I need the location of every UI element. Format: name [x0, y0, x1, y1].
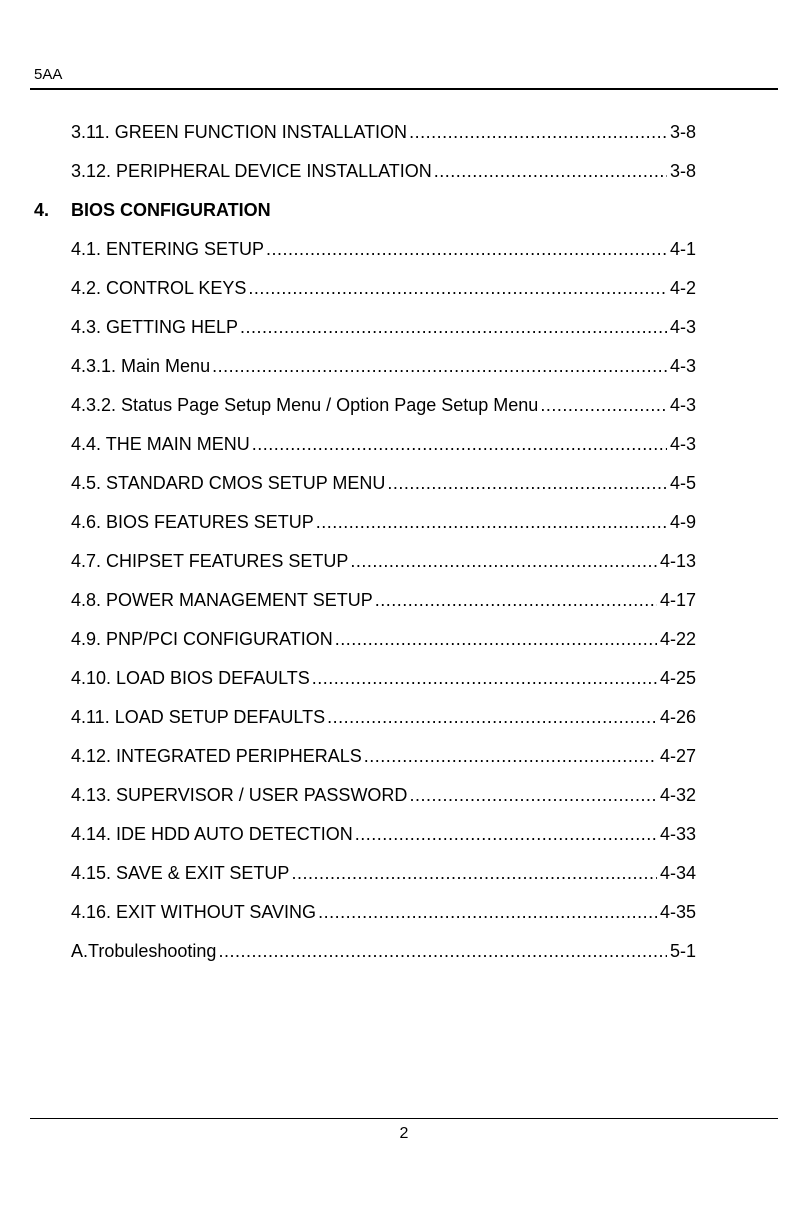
toc-entry-page: 4-32	[659, 785, 696, 805]
dot-leader	[316, 509, 667, 535]
toc-entry-title: 4.11. LOAD SETUP DEFAULTS	[71, 707, 326, 727]
dot-leader	[364, 743, 657, 769]
toc-entry-title: 3.12. PERIPHERAL DEVICE INSTALLATION	[71, 161, 432, 181]
toc-entry-page: 4-26	[659, 707, 696, 727]
toc-entry-title: 4.2. CONTROL KEYS	[71, 278, 247, 298]
toc-entry-page: 4-3	[669, 317, 696, 337]
toc-entry[interactable]	[71, 158, 696, 184]
toc-entry-page: 4-5	[669, 473, 696, 493]
toc-entry-page: 5-1	[669, 941, 696, 961]
toc-entry-title: 3.11. GREEN FUNCTION INSTALLATION	[71, 122, 408, 142]
toc-entry-page: 4-13	[659, 551, 696, 571]
dot-leader	[252, 431, 667, 457]
toc-entry-page: 4-2	[669, 278, 696, 298]
toc-entry[interactable]	[71, 548, 696, 574]
toc-entry-page: 4-9	[669, 512, 696, 532]
toc-entry[interactable]	[71, 782, 696, 808]
toc-entry[interactable]	[71, 392, 696, 418]
chapter-number: 4.	[34, 200, 50, 220]
toc-entry[interactable]	[71, 431, 696, 457]
dot-leader	[327, 704, 657, 730]
toc-entry-title: 4.6. BIOS FEATURES SETUP	[71, 512, 314, 532]
toc-entry-title: 4.5. STANDARD CMOS SETUP MENU	[71, 473, 386, 493]
toc-entry[interactable]	[71, 119, 696, 145]
toc-entry-page: 4-3	[669, 395, 696, 415]
toc-entry[interactable]	[71, 314, 696, 340]
dot-leader	[266, 236, 667, 262]
dot-leader	[434, 158, 667, 184]
dot-leader	[291, 860, 657, 886]
dot-leader	[212, 353, 667, 379]
toc-entry[interactable]	[71, 704, 696, 730]
toc-entry-title: 4.7. CHIPSET FEATURES SETUP	[71, 551, 349, 571]
toc-entry-title: 4.1. ENTERING SETUP	[71, 239, 265, 259]
toc-entry-title: 4.14. IDE HDD AUTO DETECTION	[71, 824, 353, 844]
dot-leader	[409, 782, 657, 808]
toc-entry-title: 4.10. LOAD BIOS DEFAULTS	[71, 668, 310, 688]
toc-entry[interactable]	[71, 509, 696, 535]
toc-entry-page: 4-22	[659, 629, 696, 649]
toc-entry[interactable]	[71, 743, 696, 769]
toc-entry[interactable]	[71, 860, 696, 886]
toc-entry-title: 4.15. SAVE & EXIT SETUP	[71, 863, 290, 883]
dot-leader	[387, 470, 667, 496]
toc-entry-page: 3-8	[669, 122, 696, 142]
dot-leader	[218, 938, 667, 964]
toc-entry-title: 4.3.1. Main Menu	[71, 356, 211, 376]
dot-leader	[375, 587, 657, 613]
toc-entry-title: 4.3. GETTING HELP	[71, 317, 239, 337]
toc-entry-page: 4-35	[659, 902, 696, 922]
toc-entry[interactable]	[71, 626, 696, 652]
dot-leader	[355, 821, 657, 847]
toc-entry-page: 4-25	[659, 668, 696, 688]
toc-entry-page: 4-3	[669, 434, 696, 454]
footer-rule	[30, 1118, 778, 1119]
toc-entry[interactable]	[71, 665, 696, 691]
toc-entry-page: 4-1	[669, 239, 696, 259]
toc-entry-page: 3-8	[669, 161, 696, 181]
toc-entry-title: 4.12. INTEGRATED PERIPHERALS	[71, 746, 362, 766]
toc-entry-title: 4.4. THE MAIN MENU	[71, 434, 250, 454]
dot-leader	[248, 275, 667, 301]
toc-entry-page: 4-33	[659, 824, 696, 844]
toc-entry-page: 4-3	[669, 356, 696, 376]
toc-entry-title: 4.3.2. Status Page Setup Menu / Option Page Setup Menu	[71, 395, 539, 415]
toc-entry[interactable]	[71, 275, 696, 301]
toc-entry-page: 4-17	[659, 590, 696, 610]
toc-entry[interactable]	[71, 899, 696, 925]
chapter-title: BIOS CONFIGURATION	[71, 200, 271, 220]
toc-entry-page: 4-34	[659, 863, 696, 883]
dot-leader	[240, 314, 667, 340]
dot-leader	[335, 626, 657, 652]
toc-entry[interactable]	[71, 587, 696, 613]
toc-entry-page: 4-27	[659, 746, 696, 766]
toc-entry[interactable]	[71, 353, 696, 379]
toc-entry-title: 4.13. SUPERVISOR / USER PASSWORD	[71, 785, 408, 805]
toc-entry[interactable]	[71, 470, 696, 496]
toc-chapter-heading[interactable]	[34, 197, 696, 223]
dot-leader	[409, 119, 667, 145]
header-rule	[30, 88, 778, 90]
toc-entry[interactable]	[71, 821, 696, 847]
toc-entry[interactable]	[71, 236, 696, 262]
toc-entry[interactable]	[71, 938, 696, 964]
dot-leader	[318, 899, 657, 925]
toc-entry-title: 4.16. EXIT WITHOUT SAVING	[71, 902, 317, 922]
toc-entry-title: A.Trobuleshooting	[71, 941, 217, 961]
running-header: 5AA	[34, 66, 63, 83]
dot-leader	[312, 665, 657, 691]
dot-leader	[350, 548, 657, 574]
page-number: 2	[399, 1125, 409, 1142]
dot-leader	[540, 392, 667, 418]
toc-entry-title: 4.8. POWER MANAGEMENT SETUP	[71, 590, 373, 610]
toc-entry-title: 4.9. PNP/PCI CONFIGURATION	[71, 629, 333, 649]
